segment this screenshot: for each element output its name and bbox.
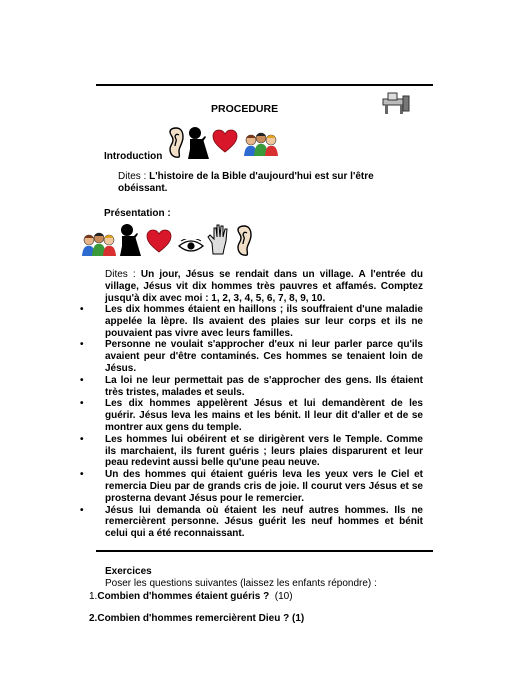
question-text: Combien d'hommes étaient guéris ?	[97, 591, 270, 602]
dites-prefix: Dites :	[105, 269, 141, 280]
question-2	[89, 613, 304, 625]
introduction-dites	[118, 171, 423, 195]
exercices-heading: Exercices	[105, 566, 152, 577]
praying-child-icon	[186, 125, 210, 161]
group-of-children-icon	[80, 232, 118, 258]
list-item: • Les dix hommes étaient en haillons ; ils souffraient d'une maladie appelée la lèpre. Ils avaient des plaies sur leur corps et ils ne pouvaient pas vivre avec leurs familles.	[80, 304, 423, 339]
hand-icon	[206, 223, 230, 255]
teacher-desk-icon	[381, 90, 411, 116]
exercices-intro: Poser les questions suivantes (laissez les enfants répondre) :	[105, 578, 377, 589]
question-text: Combien d'hommes remercièrent Dieu ? (1)	[97, 613, 305, 624]
list-item: • La loi ne leur permettait pas de s'approcher des gens. Ils étaient très tristes, malades et seuls.	[80, 375, 423, 399]
heart-icon	[146, 229, 172, 253]
question-number: 1.	[89, 591, 98, 602]
list-item: • Un des hommes qui étaient guéris leva les yeux vers le Ciel et remercia Dieu par de grands cris de joie. Il courut vers Jésus et se prosterna devant Jésus pour le remercier.	[80, 469, 423, 504]
eye-icon	[178, 239, 204, 253]
question-number: 2.	[89, 613, 98, 624]
dites-prefix: Dites :	[118, 171, 150, 182]
introduction-text: L'histoire de la Bible d'aujourd'hui est sur l'être obéissant.	[118, 171, 374, 194]
heart-icon	[212, 129, 238, 153]
bottom-rule	[96, 550, 433, 552]
presentation-text: Un jour, Jésus se rendait dans un village. A l'entrée du village, Jésus vit dix hommes très pauvres et affamés. Comptez jusqu'à dix avec moi : 1, 2, 3, 4, 5, 6, 7, 8, 9, 10.	[105, 269, 423, 304]
introduction-heading: Introduction	[104, 151, 163, 162]
top-rule	[96, 84, 433, 86]
presentation-dites	[105, 269, 423, 304]
question-1	[89, 591, 293, 603]
group-of-children-icon	[242, 132, 280, 158]
question-answer: (10)	[269, 591, 293, 602]
list-item: • Personne ne voulait s'approcher d'eux ni leur parler parce qu'ils avaient peur d'être contaminés. Ces hommes se tenaient loin de Jésus.	[80, 339, 423, 374]
story-bullet-list	[80, 304, 423, 540]
list-item: • Jésus lui demanda où étaient les neuf autres hommes. Ils ne remercièrent personne. Jésus guérit les neuf hommes et bénit celui qui a été reconnaissant.	[80, 505, 423, 540]
praying-child-icon	[118, 222, 142, 258]
page-title: PROCEDURE	[211, 103, 279, 115]
ear-icon	[232, 225, 252, 259]
list-item: • Les dix hommes appelèrent Jésus et lui demandèrent de les guérir. Jésus leva les mains et les bénit. Il leur dit d'aller et de se montrer aux gens du temple.	[80, 398, 423, 433]
list-item: • Les hommes lui obéirent et se dirigèrent vers le Temple. Comme ils marchaient, ils furent guéris ; leurs plaies disparurent et leur peau redevint aussi belle qu'une peau neuve.	[80, 434, 423, 469]
presentation-heading: Présentation :	[104, 208, 171, 219]
ear-icon	[164, 127, 184, 161]
